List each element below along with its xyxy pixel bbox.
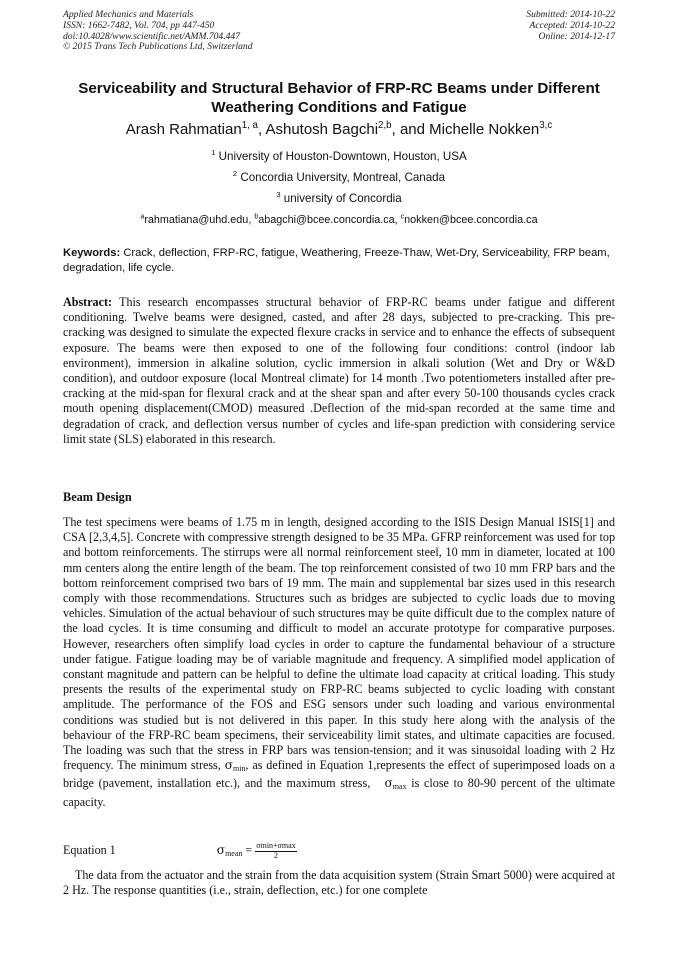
paper-title: Serviceability and Structural Behavior of FRP-RC Beams under Different Weathering Conditions and Fatigue xyxy=(78,80,600,116)
author-sup: 2,b xyxy=(378,120,392,131)
paragraph-text: The test specimens were beams of 1.75 m in length, designed according to the ISIS Design Manual ISIS[1] and CSA [2,3,4,5]. Concrete with compressive strength designed to be 35 MPa. GFRP reinforcement was used for top and bottom reinforcements. The stirrups were all normal reinforcement steel, 10 mm in diameter, located at 100 mm centers along the entire length of the beam. The top reinforcement consisted of two 10 mm FRP bars and the bottom reinforcement comprised two bars of 19 mm. The main and supplemental bar sizes used in this research comply with those recommendations. Structures such as bridges are subjected to cyclic loads due to moving vehicles. Simulation of the actual behaviour of such structures may be quite difficult due to the complex nature of the load cycles. It is time consuming and difficult to model an accurate prototype for comparative purposes. However, researchers often simplify load cycles in order to capture the fundamental behaviour of a structure under fatigue. Fatigue loading may be of variable magnitude and frequency. A simplified model application of constant magnitude and pattern can be helpful to define the ultimate load capacity at critical loading. This study presents the results of the experimental study on FRP-RC beams subjected to cyclic loading with constant amplitude. The performance of the FOS and ESG sensors under such loading and various environmental conditions was studied but is not delivered in this paper. In this study here along with the analysis of the behaviour of the FRP-RC beam specimens, their serviceability limit states, and ultimate capacities are focused. The loading was such that the stress in FRP bars was tension-tension; and it was sinusoidal loading with 2 Hz frequency. The minimum stress, xyxy=(63,515,615,773)
affiliation-sup: 2 xyxy=(232,169,238,179)
author-sup: 3,c xyxy=(539,120,553,131)
issn-line: ISSN: 1662-7482, Vol. 704, pp 447-450 xyxy=(63,19,215,31)
author-name: Ashutosh Bagchi xyxy=(265,121,379,138)
author-separator: , xyxy=(257,121,266,138)
submission-dates xyxy=(526,10,615,42)
abstract-text: This research encompasses structural behavior of FRP-RC beams under fatigue and different conditioning. Twelve beams were designed, casted, and after 28 days, subjected to pre-cracking. This pre-cracking was designed to simulate the expected flexure cracks in service and to enhance the effects of subsequent exposure. The beams were then exposed to one of the following four conditions: control (indoor lab environment), immersion in alkaline solution, cyclic immersion in alkali solution (Wet and Dry or W&D condition), and outdoor exposure (local Montreal climate) for 14 month .Two potentiometers installed after pre-cracking at the mid-span for flexural crack and at the shear span and after every 50-100 thousands cycles crack mouth opening displacement(CMOD) measured .Deflection of the mid-span recorded at the same time and degradation of crack, and deflection versus number of cycles and life-span prediction with considering service limit state (SLS) elaborated in this research. xyxy=(63,295,615,446)
journal-name: Applied Mechanics and Materials xyxy=(63,9,194,20)
equation-label: Equation 1 xyxy=(63,842,116,857)
email-sup: c xyxy=(400,213,405,221)
author-sup: 1, a xyxy=(241,120,258,131)
affiliation xyxy=(40,192,638,206)
affiliation xyxy=(40,150,638,164)
paragraph-text: , as defined in Equation 1,represents the effect of superimposed loads on a bridge (pavement, installation etc.), and the maximum stress, xyxy=(63,758,616,791)
publication-info xyxy=(63,10,253,53)
email-sup: a xyxy=(140,213,145,221)
submitted-date: Submitted: 2014-10-22 xyxy=(526,9,615,20)
sigma-symbol: σ xyxy=(384,776,393,791)
sigma-subscript: max xyxy=(392,782,407,792)
email-sup: b xyxy=(254,213,259,221)
fraction-denominator: 2 xyxy=(273,850,278,860)
affiliation-text: Concordia University, Montreal, Canada xyxy=(240,171,446,184)
keywords-block xyxy=(63,246,615,276)
equation-1 xyxy=(63,842,615,861)
fraction xyxy=(255,842,296,860)
fraction-numerator: σmin+σmax xyxy=(256,841,296,850)
online-date: Online: 2014-12-17 xyxy=(538,30,615,42)
doi-line: doi:10.4028/www.scientific.net/AMM.704.447 xyxy=(63,30,241,42)
sigma-subscript: mean xyxy=(225,848,243,858)
paragraph-text: is close to 80-90 percent of the ultimate capacity. xyxy=(63,776,615,809)
author-list xyxy=(40,120,638,140)
affiliation xyxy=(40,171,638,185)
email-list: $^a$rahmatiana@uhd.edu, $^b$abagchi@bcee.concordia.ca, $^c$nokken@bcee.concordia.ca xyxy=(140,213,538,226)
abstract-block xyxy=(63,295,615,447)
paragraph-text: The data from the actuator and the strain from the data acquisition system (Strain Smart 5000) were acquired at 2 Hz. The response quantities (i.e., strain, deflection, etc.) for one complete xyxy=(63,868,615,898)
email-link[interactable]: abagchi@bcee.concordia.ca xyxy=(258,214,395,226)
author-name: Michelle Nokken xyxy=(429,121,540,138)
affiliation-text: university of Concordia xyxy=(283,192,402,205)
sigma-symbol: σ xyxy=(216,842,226,857)
section-heading: Beam Design xyxy=(63,490,132,504)
accepted-date: Accepted: 2014-10-22 xyxy=(529,19,615,31)
author-separator: , and xyxy=(391,121,430,138)
abstract-label: Abstract: xyxy=(63,295,113,309)
sigma-subscript: min xyxy=(232,764,246,774)
affiliation-text: University of Houston-Downtown, Houston, USA xyxy=(218,150,467,163)
affiliation-sup: 3 xyxy=(276,190,281,200)
equals-sign: = xyxy=(245,842,253,857)
author-name: Arash Rahmatian xyxy=(125,121,242,138)
body-paragraph xyxy=(63,868,615,898)
email-link[interactable]: nokken@bcee.concordia.ca xyxy=(404,214,538,226)
affiliation-sup: 1 xyxy=(211,148,216,158)
keywords-text: Crack, deflection, FRP-RC, fatigue, Weathering, Freeze-Thaw, Wet-Dry, Serviceability, FRP beam, degradation, life cycle. xyxy=(63,247,610,274)
body-paragraph xyxy=(63,515,615,810)
sigma-symbol: σ xyxy=(224,758,233,773)
email-link[interactable]: rahmatiana@uhd.edu xyxy=(144,214,249,226)
copyright-line: © 2015 Trans Tech Publications Ltd, Switzerland xyxy=(63,41,253,53)
keywords-label: Keywords: xyxy=(63,247,121,259)
